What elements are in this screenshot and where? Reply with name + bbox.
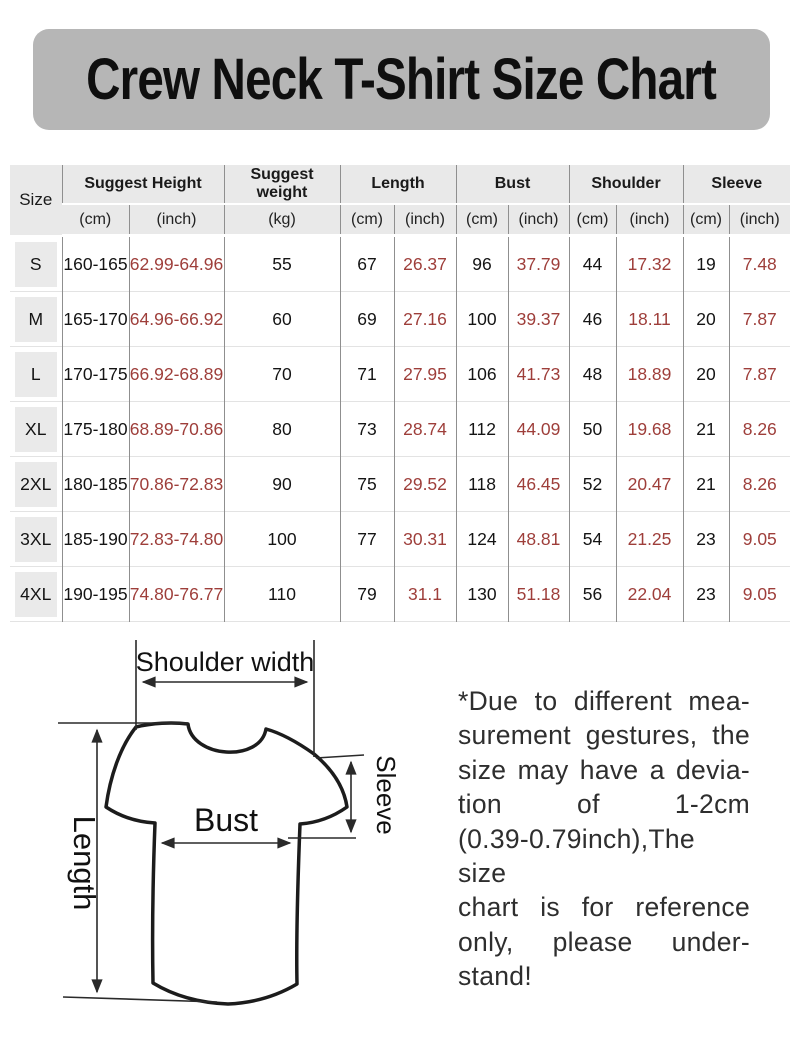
cell-shoulder-cm: 44 — [569, 236, 616, 293]
cell-sleeve-cm: 23 — [683, 567, 729, 622]
cell-bust-cm: 100 — [456, 292, 508, 347]
unit-height-inch: (inch) — [129, 204, 224, 236]
cell-height-inch: 68.89-70.86 — [129, 402, 224, 457]
cell-sleeve-cm: 19 — [683, 236, 729, 293]
note-line: chart is for reference — [458, 892, 750, 923]
page-title: Crew Neck T-Shirt Size Chart — [86, 47, 717, 112]
note-line: (0.39-0.79inch),The size — [458, 823, 695, 889]
cell-length-inch: 27.95 — [394, 347, 456, 402]
cell-height-cm: 175-180 — [62, 402, 129, 457]
cell-sleeve-cm: 21 — [683, 402, 729, 457]
cell-size — [10, 512, 62, 567]
cell-bust-cm: 124 — [456, 512, 508, 567]
cell-height-inch: 62.99-64.96 — [129, 236, 224, 293]
header-size — [10, 165, 62, 236]
unit-height-cm: (cm) — [62, 204, 129, 236]
cell-weight-kg: 80 — [224, 402, 340, 457]
cell-sleeve-inch: 7.48 — [729, 236, 790, 293]
cell-bust-cm: 112 — [456, 402, 508, 457]
cell-length-cm: 77 — [340, 512, 394, 567]
cell-length-cm: 67 — [340, 236, 394, 293]
size-chart-table — [10, 165, 790, 622]
unit-shoulder-cm: (cm) — [569, 204, 616, 236]
size-badge: 3XL — [15, 517, 57, 562]
table-row — [10, 567, 790, 622]
header-shoulder: Shoulder — [569, 165, 683, 204]
cell-height-inch: 64.96-66.92 — [129, 292, 224, 347]
cell-size — [10, 347, 62, 402]
header-sleeve: Sleeve — [683, 165, 790, 204]
cell-length-inch: 27.16 — [394, 292, 456, 347]
unit-length-cm: (cm) — [340, 204, 394, 236]
cell-bust-inch: 37.79 — [508, 236, 569, 293]
cell-shoulder-inch: 18.11 — [616, 292, 683, 347]
table-row — [10, 236, 790, 293]
size-badge: L — [15, 352, 57, 397]
cell-height-inch: 70.86-72.83 — [129, 457, 224, 512]
cell-length-inch: 30.31 — [394, 512, 456, 567]
cell-sleeve-inch: 9.05 — [729, 512, 790, 567]
header-suggest-height: Suggest Height — [62, 165, 224, 204]
cell-sleeve-cm: 20 — [683, 292, 729, 347]
cell-height-inch: 66.92-68.89 — [129, 347, 224, 402]
sleeve-label: Sleeve — [371, 755, 401, 835]
cell-weight-kg: 60 — [224, 292, 340, 347]
cell-weight-kg: 55 — [224, 236, 340, 293]
cell-height-cm: 170-175 — [62, 347, 129, 402]
cell-sleeve-inch: 7.87 — [729, 292, 790, 347]
cell-length-cm: 69 — [340, 292, 394, 347]
cell-bust-inch: 44.09 — [508, 402, 569, 457]
cell-bust-inch: 39.37 — [508, 292, 569, 347]
cell-bust-inch: 48.81 — [508, 512, 569, 567]
cell-shoulder-cm: 56 — [569, 567, 616, 622]
cell-sleeve-cm: 23 — [683, 512, 729, 567]
cell-height-cm: 165-170 — [62, 292, 129, 347]
unit-shoulder-inch: (inch) — [616, 204, 683, 236]
cell-shoulder-inch: 18.89 — [616, 347, 683, 402]
unit-bust-cm: (cm) — [456, 204, 508, 236]
header-suggest-weight: Suggest weight — [224, 165, 340, 204]
cell-size — [10, 567, 62, 622]
size-badge: 2XL — [15, 462, 57, 507]
cell-length-cm: 73 — [340, 402, 394, 457]
table-row — [10, 512, 790, 567]
unit-weight-kg: (kg) — [224, 204, 340, 236]
cell-length-inch: 26.37 — [394, 236, 456, 293]
cell-size — [10, 292, 62, 347]
sleeve-tick-top — [316, 755, 364, 758]
cell-shoulder-inch: 20.47 — [616, 457, 683, 512]
note-line: tion of 1-2cm — [458, 789, 750, 820]
note-line: size may have a devia- — [458, 754, 750, 785]
cell-height-cm: 190-195 — [62, 567, 129, 622]
cell-shoulder-inch: 21.25 — [616, 512, 683, 567]
cell-bust-cm: 118 — [456, 457, 508, 512]
cell-shoulder-cm: 46 — [569, 292, 616, 347]
cell-weight-kg: 90 — [224, 457, 340, 512]
note-line: surement gestures, the — [458, 720, 750, 751]
cell-shoulder-cm: 52 — [569, 457, 616, 512]
size-badge: S — [15, 242, 57, 287]
cell-sleeve-inch: 8.26 — [729, 402, 790, 457]
cell-shoulder-inch: 17.32 — [616, 236, 683, 293]
cell-shoulder-cm: 48 — [569, 347, 616, 402]
cell-bust-cm: 106 — [456, 347, 508, 402]
note-line: only, please under- — [458, 926, 750, 957]
cell-weight-kg: 100 — [224, 512, 340, 567]
note-line: stand! — [458, 961, 532, 992]
disclaimer-note — [458, 684, 750, 994]
cell-sleeve-inch: 9.05 — [729, 567, 790, 622]
cell-bust-inch: 46.45 — [508, 457, 569, 512]
cell-sleeve-inch: 7.87 — [729, 347, 790, 402]
cell-height-cm: 185-190 — [62, 512, 129, 567]
cell-length-inch: 29.52 — [394, 457, 456, 512]
bust-label: Bust — [193, 802, 259, 838]
cell-shoulder-cm: 50 — [569, 402, 616, 457]
cell-size — [10, 236, 62, 293]
header-size-label: Size — [13, 171, 59, 229]
cell-bust-inch: 41.73 — [508, 347, 569, 402]
tshirt-measurement-diagram — [30, 635, 430, 1035]
cell-shoulder-inch: 19.68 — [616, 402, 683, 457]
table-row — [10, 402, 790, 457]
table-row — [10, 347, 790, 402]
cell-length-cm: 75 — [340, 457, 394, 512]
cell-sleeve-cm: 21 — [683, 457, 729, 512]
shoulder-width-label: Shoulder width — [135, 647, 315, 677]
title-banner — [33, 29, 770, 130]
cell-sleeve-cm: 20 — [683, 347, 729, 402]
cell-length-inch: 31.1 — [394, 567, 456, 622]
unit-length-inch: (inch) — [394, 204, 456, 236]
cell-size — [10, 402, 62, 457]
cell-length-cm: 71 — [340, 347, 394, 402]
cell-bust-inch: 51.18 — [508, 567, 569, 622]
cell-height-cm: 180-185 — [62, 457, 129, 512]
table-row — [10, 292, 790, 347]
size-badge: M — [15, 297, 57, 342]
header-bust: Bust — [456, 165, 569, 204]
cell-shoulder-inch: 22.04 — [616, 567, 683, 622]
cell-height-inch: 72.83-74.80 — [129, 512, 224, 567]
cell-bust-cm: 130 — [456, 567, 508, 622]
cell-sleeve-inch: 8.26 — [729, 457, 790, 512]
cell-length-cm: 79 — [340, 567, 394, 622]
cell-height-inch: 74.80-76.77 — [129, 567, 224, 622]
unit-sleeve-cm: (cm) — [683, 204, 729, 236]
cell-weight-kg: 110 — [224, 567, 340, 622]
cell-size — [10, 457, 62, 512]
table-row — [10, 457, 790, 512]
length-label: Length — [67, 815, 102, 911]
cell-weight-kg: 70 — [224, 347, 340, 402]
unit-bust-inch: (inch) — [508, 204, 569, 236]
note-line: *Due to different mea- — [458, 686, 750, 716]
header-length: Length — [340, 165, 456, 204]
unit-sleeve-inch: (inch) — [729, 204, 790, 236]
table-header-row-groups — [10, 165, 790, 204]
cell-height-cm: 160-165 — [62, 236, 129, 293]
table-header-row-units — [10, 204, 790, 236]
cell-bust-cm: 96 — [456, 236, 508, 293]
cell-length-inch: 28.74 — [394, 402, 456, 457]
cell-shoulder-cm: 54 — [569, 512, 616, 567]
size-badge: 4XL — [15, 572, 57, 617]
tshirt-outline — [106, 723, 347, 1004]
size-badge: XL — [15, 407, 57, 452]
